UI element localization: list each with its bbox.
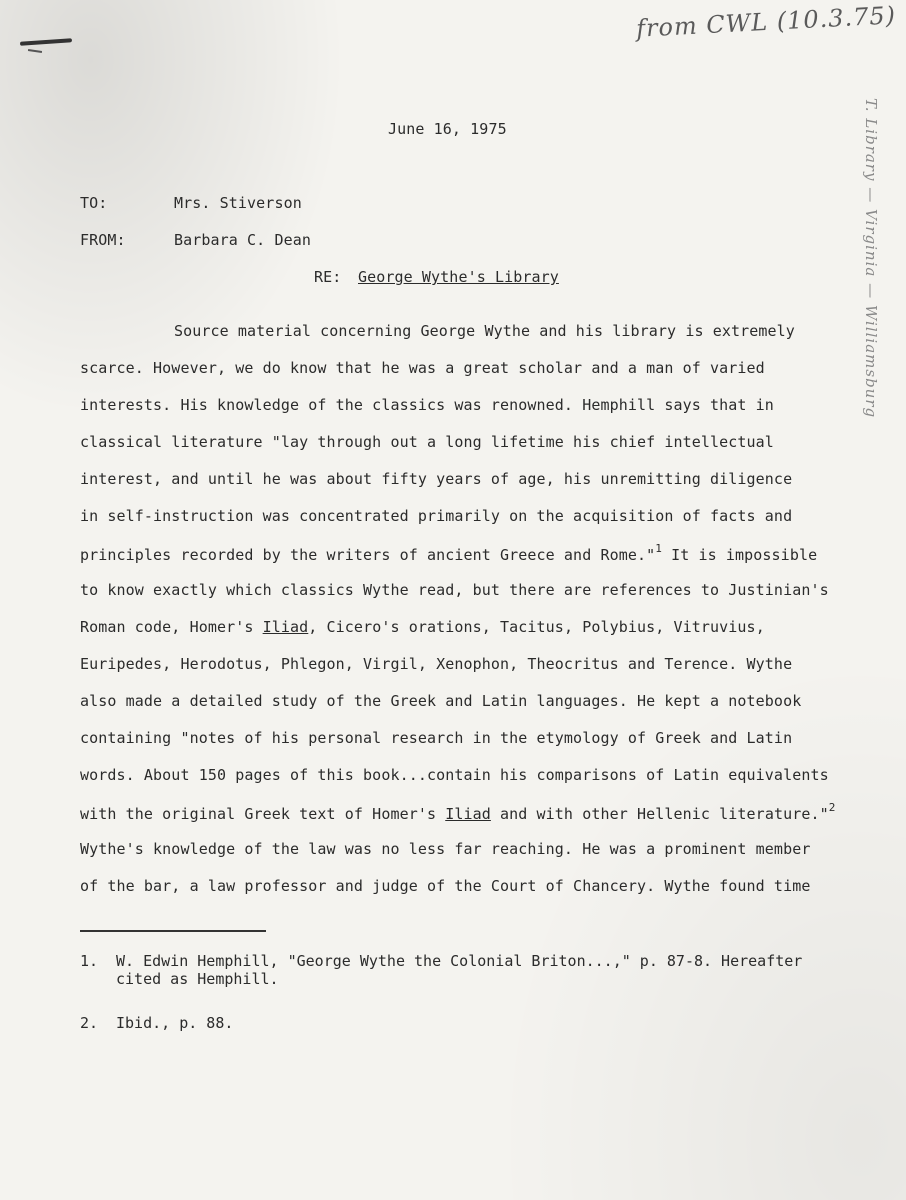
footnote-text: W. Edwin Hemphill, "George Wythe the Colonial Briton...," p. 87-8. Hereafter <box>116 952 803 970</box>
footnote-number: 1. <box>80 952 99 970</box>
body-text: It is impossible <box>661 546 818 564</box>
body-line: words. About 150 pages of this book...contain his comparisons of Latin equivalents <box>80 766 829 784</box>
body-line: Source material concerning George Wythe and his library is extremely <box>174 322 795 340</box>
body-line <box>80 803 835 823</box>
body-text: principles recorded by the writers of ancient Greece and Rome." <box>80 546 656 564</box>
footnote-ref-1: 1 <box>655 542 662 555</box>
body-line <box>80 544 817 564</box>
body-line: interests. His knowledge of the classics was renowned. Hemphill says that in <box>80 396 774 414</box>
footnote-number: 2. <box>80 1014 99 1032</box>
body-line: of the bar, a law professor and judge of the Court of Chancery. Wythe found time <box>80 877 811 895</box>
to-value: Mrs. Stiverson <box>174 194 302 212</box>
handwritten-note-margin: T. Library — Virginia — Williamsburg <box>862 98 880 419</box>
body-text: Roman code, Homer's <box>80 618 263 636</box>
body-line: interest, and until he was about fifty years of age, his unremitting diligence <box>80 470 793 488</box>
title-underlined: Iliad <box>262 618 309 636</box>
body-line: Wythe's knowledge of the law was no less far reaching. He was a prominent member <box>80 840 811 858</box>
footnote-text: cited as Hemphill. <box>116 970 279 988</box>
title-underlined: Iliad <box>445 805 491 823</box>
body-line: also made a detailed study of the Greek and Latin languages. He kept a notebook <box>80 692 802 710</box>
body-text: , Cicero's orations, Tacitus, Polybius, Vitruvius, <box>308 618 765 636</box>
re-label: RE: <box>314 268 342 286</box>
body-line: Euripedes, Herodotus, Phlegon, Virgil, Xenophon, Theocritus and Terence. Wythe <box>80 655 793 673</box>
body-text: with the original Greek text of Homer's <box>80 805 446 823</box>
memo-date: June 16, 1975 <box>388 120 507 138</box>
footnote-1 <box>80 952 802 988</box>
handwritten-note-top: from CWL (10.3.75) <box>635 1 897 43</box>
re-subject: George Wythe's Library <box>358 268 559 286</box>
body-line: containing "notes of his personal research in the etymology of Greek and Latin <box>80 729 793 747</box>
body-line: to know exactly which classics Wythe read, but there are references to Justinian's <box>80 581 829 599</box>
body-line: in self-instruction was concentrated primarily on the acquisition of facts and <box>80 507 793 525</box>
footnote-2 <box>80 1014 233 1032</box>
from-value: Barbara C. Dean <box>174 231 311 249</box>
body-line: classical literature "lay through out a long lifetime his chief intellectual <box>80 433 774 451</box>
footnote-divider <box>80 930 266 932</box>
footnote-ref-2: 2 <box>828 801 836 814</box>
to-label: TO: <box>80 194 108 212</box>
from-label: FROM: <box>80 231 126 249</box>
footnote-text: Ibid., p. 88. <box>116 1014 234 1032</box>
body-text: and with other Hellenic literature." <box>490 805 829 823</box>
body-line: scarce. However, we do know that he was a great scholar and a man of varied <box>80 359 765 377</box>
pen-mark <box>20 38 72 46</box>
pen-mark-tail <box>28 49 42 53</box>
body-line <box>80 618 765 636</box>
